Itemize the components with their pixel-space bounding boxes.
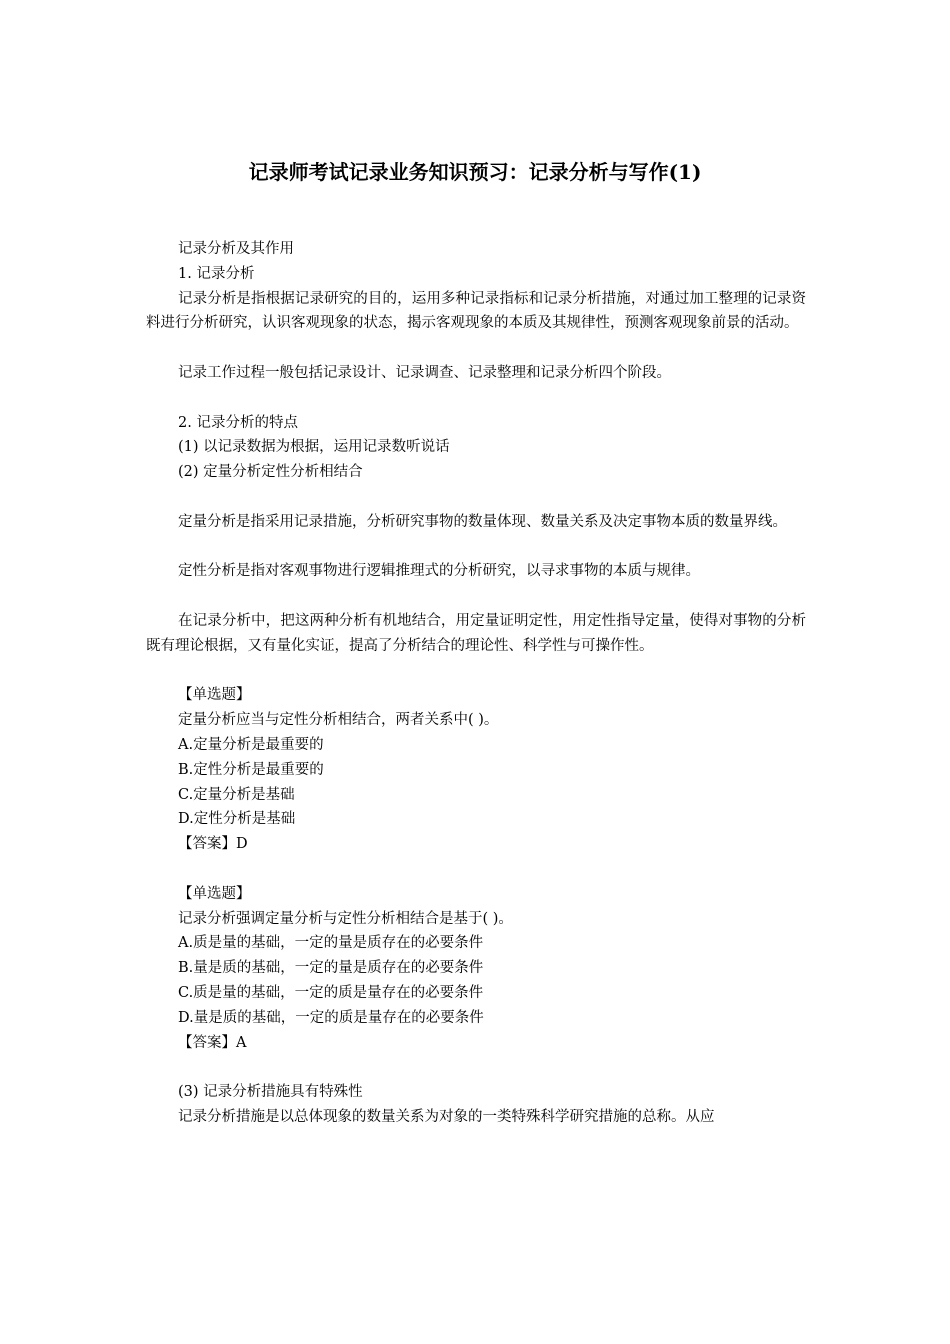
paragraph: 定量分析是指采用记录措施，分析研究事物的数量体现、数量关系及决定事物本质的数量界线。 bbox=[178, 513, 787, 530]
paragraph: 【答案】A bbox=[178, 1034, 247, 1051]
paragraph: 记录分析是指根据记录研究的目的，运用多种记录指标和记录分析措施，对通过加工整理的记录资料进行分析研究，认识客观现象的状态，揭示客观现象的本质及其规律性，预测客观现象前景的活动。 bbox=[146, 290, 806, 332]
paragraph: (2) 定量分析定性分析相结合 bbox=[178, 464, 363, 481]
blank-line bbox=[146, 336, 806, 361]
blank-line bbox=[146, 1055, 806, 1080]
paragraph: D.定性分析是基础 bbox=[178, 811, 296, 828]
blank-line bbox=[146, 485, 806, 510]
paragraph: 记录分析强调定量分析与定性分析相结合是基于( )。 bbox=[178, 910, 513, 927]
paragraph: 【单选题】 bbox=[178, 687, 251, 704]
blank-line bbox=[146, 386, 806, 411]
paragraph: B.量是质的基础，一定的量是质存在的必要条件 bbox=[178, 960, 484, 977]
paragraph: (3) 记录分析措施具有特殊性 bbox=[178, 1084, 363, 1101]
paragraph: 记录工作过程一般包括记录设计、记录调查、记录整理和记录分析四个阶段。 bbox=[178, 364, 671, 381]
paragraph: 2. 记录分析的特点 bbox=[178, 414, 298, 431]
blank-line bbox=[146, 535, 806, 560]
paragraph: 记录分析及其作用 bbox=[178, 241, 294, 257]
document-body bbox=[146, 237, 806, 1130]
paragraph: 定性分析是指对客观事物进行逻辑推理式的分析研究，以寻求事物的本质与规律。 bbox=[178, 563, 700, 580]
paragraph: A.质是量的基础，一定的量是质存在的必要条件 bbox=[178, 935, 484, 952]
paragraph: A.定量分析是最重要的 bbox=[178, 736, 324, 753]
paragraph: (1) 以记录数据为根据，运用记录数听说话 bbox=[178, 439, 450, 456]
blank-line bbox=[146, 584, 806, 609]
paragraph: 定量分析应当与定性分析相结合，两者关系中( )。 bbox=[178, 712, 499, 729]
paragraph: 【单选题】 bbox=[178, 885, 251, 902]
document-title: 记录师考试记录业务知识预习：记录分析与写作(1) bbox=[248, 160, 702, 184]
paragraph: C.质是量的基础，一定的质是量存在的必要条件 bbox=[178, 984, 484, 1001]
paragraph: 1. 记录分析 bbox=[178, 265, 255, 282]
paragraph: 【答案】D bbox=[178, 836, 248, 853]
paragraph: C.定量分析是基础 bbox=[178, 786, 295, 803]
paragraph: 在记录分析中，把这两种分析有机地结合，用定量证明定性，用定性指导定量，使得对事物的分析既有理论根据，又有量化实证，提高了分析结合的理论性、科学性与可操作性。 bbox=[146, 612, 806, 654]
paragraph: 记录分析措施是以总体现象的数量关系为对象的一类特殊科学研究措施的总称。从应 bbox=[178, 1108, 715, 1125]
paragraph: D.量是质的基础，一定的质是量存在的必要条件 bbox=[178, 1009, 484, 1026]
paragraph: B.定性分析是最重要的 bbox=[178, 761, 324, 778]
blank-line bbox=[146, 857, 806, 882]
blank-line bbox=[146, 659, 806, 684]
